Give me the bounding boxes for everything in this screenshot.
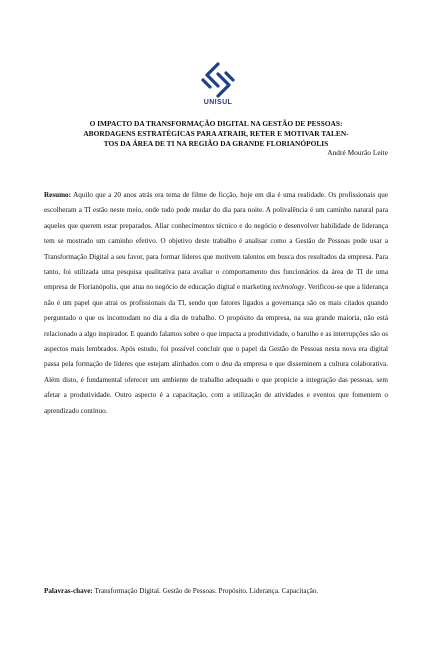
abstract-text-2: . Verificou-se que a liderança não é um papel que atrai os profissionais da TI, sendo que fatores ligados a governança são os mais citados quando perguntado o que os incomodam no dia a dia de trabalho. O propósito da empresa, na sua grande maioria, não está relacionado a algo inspirador. E quando falamos sobre o que impacta a produtividade, o barulho e as interrupções são os aspectos mais lembrados. Após estudo, foi possível concluir que o papel da Gestão de Pessoas nesta nova era digital passa pela formação de líderes que estejam alinhados com o (44, 283, 388, 369)
abstract-italic-technology: technology (272, 283, 305, 292)
logo-wordmark: UNISUL (203, 99, 233, 106)
unisul-logo-icon (198, 60, 238, 100)
keywords-text: Transformação Digital. Gestão de Pessoas. Propósito. Liderança. Capacitação. (92, 587, 319, 595)
abstract-text-1: Aquilo que a 20 anos atrás era tema de filme de ficção, hoje em dia é uma realidade. Os profissionais que escolheram a TI estão neste meio, onde tudo pode mudar do dia para noite. A polivalência é um caminho natural para aqueles que querem estar preparados. Aliar conhecimentos técnico e do negócio e desenvolver habilidade de liderança tem se mostrado um caminho efetivo. O objetivo deste trabalho é analisar como a Gestão de Pessoas pode usar a Transformação Digital a seu favor, para formar líderes que motivem talentos em busca dos resultados da empresa. Para tanto, foi utilizada uma pesquisa qualitativa para avaliar o comportamento dos funcionários da área de TI de uma empresa de Florianópolis, que atua no negócio de educação digital e marketing (44, 191, 388, 292)
abstract-label: Resumo: (44, 191, 71, 199)
abstract-text-3: da empresa e que disseminem a cultura colaborativa. Além disto, é fundamental oferecer um ambiente de trabalho adequado e que propicie a integração das pessoas, sem afetar a produtividade. Outro aspecto é a capacitação, com a utilização de atividades e eventos que fomentem o aprendizado contínuo. (44, 360, 388, 415)
author-name: André Mourão Leite (327, 148, 388, 157)
abstract-italic-dna: dna (221, 360, 233, 369)
abstract-paragraph (44, 188, 388, 419)
title-line-2: ABORDAGENS ESTRATÉGICAS PARA ATRAIR, RETER E MOTIVAR TALEN- (83, 129, 349, 138)
title-line-1: O IMPACTO DA TRANSFORMAÇÃO DIGITAL NA GESTÃO DE PESSOAS: (89, 119, 343, 128)
keywords-label: Palavras-chave: (44, 587, 93, 595)
paper-title (44, 119, 388, 149)
keywords-paragraph (44, 584, 388, 599)
title-line-3: TOS DA ÁREA DE TI NA REGIÃO DA GRANDE FLORIANÓPOLIS (103, 139, 329, 148)
